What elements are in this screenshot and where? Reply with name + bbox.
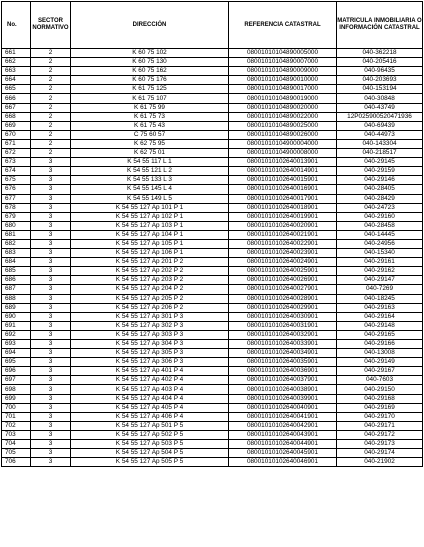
- cell-matricula: 040-30848: [337, 94, 423, 103]
- cell-direccion: K 54 55 127 Ap 303 P 3: [71, 330, 229, 339]
- cell-no: 698: [2, 385, 31, 394]
- cell-direccion: K 54 55 127 Ap 204 P 2: [71, 285, 229, 294]
- cell-direccion: K 54 55 127 Ap 101 P 1: [71, 203, 229, 212]
- header-no: No.: [2, 2, 31, 49]
- cell-no: 699: [2, 394, 31, 403]
- table-row: [2, 376, 423, 385]
- cell-sector: 2: [31, 58, 71, 67]
- cell-matricula: 040-29149: [337, 358, 423, 367]
- table-row: [2, 330, 423, 339]
- cell-matricula: 040-29169: [337, 403, 423, 412]
- cell-direccion: K 54 55 127 Ap 401 P 4: [71, 367, 229, 376]
- header-sector: SECTOR NORMATIVO: [31, 2, 71, 49]
- cell-no: 680: [2, 221, 31, 230]
- cell-matricula: 040-21902: [337, 458, 423, 467]
- table-row: [2, 185, 423, 194]
- cell-referencia: 08001010102640031901: [229, 321, 337, 330]
- cell-sector: 3: [31, 349, 71, 358]
- table-row: [2, 340, 423, 349]
- table-row: [2, 112, 423, 121]
- cell-no: 661: [2, 49, 31, 58]
- table-row: [2, 385, 423, 394]
- cell-direccion: K 54 55 127 Ap 402 P 4: [71, 376, 229, 385]
- cell-no: 702: [2, 421, 31, 430]
- cell-no: 670: [2, 130, 31, 139]
- cell-matricula: 040-29146: [337, 176, 423, 185]
- table-row: [2, 239, 423, 248]
- cell-direccion: K 54 55 117 L 1: [71, 158, 229, 167]
- cell-referencia: 08001010102640027901: [229, 285, 337, 294]
- table-row: [2, 139, 423, 148]
- cell-matricula: 040-29147: [337, 276, 423, 285]
- cell-matricula: 040-29159: [337, 167, 423, 176]
- cell-direccion: K 54 55 127 Ap 206 P 2: [71, 303, 229, 312]
- cell-no: 688: [2, 294, 31, 303]
- table-row: [2, 212, 423, 221]
- cell-no: 705: [2, 449, 31, 458]
- cell-matricula: 040-7603: [337, 376, 423, 385]
- cell-sector: 3: [31, 358, 71, 367]
- cell-referencia: 08001010102640038901: [229, 385, 337, 394]
- cell-direccion: K 54 55 127 Ap 201 P 2: [71, 258, 229, 267]
- cell-no: 704: [2, 440, 31, 449]
- cell-matricula: 040-203693: [337, 76, 423, 85]
- cell-referencia: 08001010102640028901: [229, 294, 337, 303]
- cell-referencia: 08001010102640036901: [229, 367, 337, 376]
- cell-sector: 2: [31, 67, 71, 76]
- cell-referencia: 08001010104900008000: [229, 149, 337, 158]
- cell-sector: 3: [31, 167, 71, 176]
- table-row: [2, 58, 423, 67]
- cell-referencia: 08001010102640013901: [229, 158, 337, 167]
- cell-matricula: 040-29164: [337, 312, 423, 321]
- cell-no: 696: [2, 367, 31, 376]
- cell-referencia: 08001010102640015901: [229, 176, 337, 185]
- cell-matricula: 040-13008: [337, 349, 423, 358]
- cell-referencia: 08001010102640023901: [229, 249, 337, 258]
- cell-direccion: K 54 55 127 Ap 105 P 1: [71, 239, 229, 248]
- cell-no: 697: [2, 376, 31, 385]
- cell-matricula: 040-153194: [337, 85, 423, 94]
- cell-no: 673: [2, 158, 31, 167]
- cell-matricula: 040-15340: [337, 249, 423, 258]
- cell-sector: 3: [31, 194, 71, 203]
- cell-no: 684: [2, 258, 31, 267]
- cell-no: 681: [2, 230, 31, 239]
- table-row: [2, 130, 423, 139]
- table-row: [2, 367, 423, 376]
- table-row: [2, 458, 423, 467]
- table-body: [2, 49, 423, 467]
- cell-sector: 3: [31, 249, 71, 258]
- cell-direccion: K 61 75 107: [71, 94, 229, 103]
- cell-referencia: 08001010104890007000: [229, 58, 337, 67]
- cell-direccion: K 54 55 127 Ap 306 P 3: [71, 358, 229, 367]
- cell-matricula: 12P025900520471936: [337, 112, 423, 121]
- cell-no: 668: [2, 112, 31, 121]
- cell-matricula: 040-24723: [337, 203, 423, 212]
- cell-no: 701: [2, 412, 31, 421]
- table-row: [2, 258, 423, 267]
- cell-no: 694: [2, 349, 31, 358]
- cell-sector: 3: [31, 294, 71, 303]
- cell-no: 695: [2, 358, 31, 367]
- cell-sector: 3: [31, 321, 71, 330]
- cell-direccion: K 60 75 102: [71, 49, 229, 58]
- cell-no: 665: [2, 85, 31, 94]
- table-row: [2, 276, 423, 285]
- table-row: [2, 303, 423, 312]
- cell-matricula: 040-205416: [337, 58, 423, 67]
- cell-matricula: 040-29167: [337, 367, 423, 376]
- cell-sector: 3: [31, 239, 71, 248]
- table-row: [2, 203, 423, 212]
- cell-direccion: K 62 75 95: [71, 139, 229, 148]
- cell-no: 703: [2, 430, 31, 439]
- cell-referencia: 08001010102640046901: [229, 458, 337, 467]
- cell-direccion: K 61 75 99: [71, 103, 229, 112]
- cell-direccion: K 54 55 127 Ap 106 P 1: [71, 249, 229, 258]
- cell-direccion: K 60 75 130: [71, 58, 229, 67]
- cell-sector: 3: [31, 403, 71, 412]
- cell-sector: 3: [31, 258, 71, 267]
- cell-direccion: K 54 55 127 Ap 203 P 2: [71, 276, 229, 285]
- cell-referencia: 08001010102640042901: [229, 421, 337, 430]
- cell-referencia: 08001010102640040901: [229, 403, 337, 412]
- cell-direccion: K 54 55 127 Ap 403 P 4: [71, 385, 229, 394]
- cell-sector: 3: [31, 221, 71, 230]
- table-row: [2, 230, 423, 239]
- cell-sector: 3: [31, 230, 71, 239]
- header-direccion: DIRECCIÓN: [71, 2, 229, 49]
- cell-referencia: 08001010102640037901: [229, 376, 337, 385]
- cell-sector: 2: [31, 103, 71, 112]
- table-row: [2, 85, 423, 94]
- cell-referencia: 08001010102640044901: [229, 440, 337, 449]
- cell-sector: 3: [31, 176, 71, 185]
- table-row: [2, 249, 423, 258]
- cell-referencia: 08001010102640045901: [229, 449, 337, 458]
- cell-referencia: 08001010104890025000: [229, 121, 337, 130]
- cell-matricula: 040-18245: [337, 294, 423, 303]
- cell-sector: 2: [31, 94, 71, 103]
- cell-no: 682: [2, 239, 31, 248]
- cell-sector: 3: [31, 385, 71, 394]
- cell-direccion: K 54 55 127 Ap 305 P 3: [71, 349, 229, 358]
- cell-direccion: K 54 55 127 Ap 505 P 5: [71, 458, 229, 467]
- table-row: [2, 449, 423, 458]
- cell-matricula: 040-29170: [337, 412, 423, 421]
- table-row: [2, 440, 423, 449]
- cell-sector: 3: [31, 430, 71, 439]
- cell-referencia: 08001010102640030901: [229, 312, 337, 321]
- table-row: [2, 312, 423, 321]
- cell-sector: 3: [31, 394, 71, 403]
- cell-matricula: 040-29145: [337, 158, 423, 167]
- cell-no: 669: [2, 121, 31, 130]
- cell-matricula: 040-24956: [337, 239, 423, 248]
- cell-referencia: 08001010102640041901: [229, 412, 337, 421]
- cell-no: 692: [2, 330, 31, 339]
- cell-matricula: 040-143304: [337, 139, 423, 148]
- cell-no: 676: [2, 185, 31, 194]
- cell-no: 677: [2, 194, 31, 203]
- table-row: [2, 121, 423, 130]
- cell-referencia: 08001010102640022901: [229, 239, 337, 248]
- cell-referencia: 08001010102640017901: [229, 194, 337, 203]
- cell-referencia: 08001010104890026000: [229, 130, 337, 139]
- cell-sector: 2: [31, 139, 71, 148]
- table-row: [2, 349, 423, 358]
- table-row: [2, 285, 423, 294]
- cell-sector: 3: [31, 185, 71, 194]
- cell-matricula: 040-29148: [337, 321, 423, 330]
- cell-matricula: 040-29173: [337, 440, 423, 449]
- cell-direccion: K 54 55 127 Ap 501 P 5: [71, 421, 229, 430]
- cell-sector: 2: [31, 121, 71, 130]
- cell-no: 671: [2, 139, 31, 148]
- cell-sector: 3: [31, 367, 71, 376]
- cell-no: 693: [2, 340, 31, 349]
- cell-sector: 2: [31, 76, 71, 85]
- cell-direccion: K 54 55 127 Ap 406 P 4: [71, 412, 229, 421]
- cell-referencia: 08001010104890017000: [229, 85, 337, 94]
- cell-direccion: K 54 55 133 L 3: [71, 176, 229, 185]
- cell-matricula: 040-44973: [337, 130, 423, 139]
- cell-direccion: K 54 55 127 Ap 503 P 5: [71, 440, 229, 449]
- cell-direccion: K 54 55 121 L 2: [71, 167, 229, 176]
- table-row: [2, 321, 423, 330]
- cell-direccion: K 54 55 127 Ap 301 P 3: [71, 312, 229, 321]
- cell-referencia: 08001010104890005000: [229, 49, 337, 58]
- cell-referencia: 08001010102640043901: [229, 430, 337, 439]
- table-row: [2, 76, 423, 85]
- cell-direccion: K 61 75 125: [71, 85, 229, 94]
- table-row: [2, 94, 423, 103]
- cell-direccion: K 54 55 127 Ap 304 P 3: [71, 340, 229, 349]
- cell-matricula: 040-14445: [337, 230, 423, 239]
- cell-referencia: 08001010102640034901: [229, 349, 337, 358]
- cell-matricula: 040-29165: [337, 330, 423, 339]
- table-row: [2, 267, 423, 276]
- cell-direccion: K 54 55 127 Ap 404 P 4: [71, 394, 229, 403]
- document-page: [1, 1, 423, 467]
- cell-no: 667: [2, 103, 31, 112]
- cell-matricula: 040-29161: [337, 258, 423, 267]
- cell-matricula: 040-43749: [337, 103, 423, 112]
- cell-no: 687: [2, 285, 31, 294]
- cell-no: 700: [2, 403, 31, 412]
- cell-referencia: 08001010102640035901: [229, 358, 337, 367]
- cell-referencia: 08001010104890009000: [229, 67, 337, 76]
- cell-no: 662: [2, 58, 31, 67]
- cell-direccion: K 54 55 127 Ap 202 P 2: [71, 267, 229, 276]
- cell-sector: 2: [31, 49, 71, 58]
- cell-sector: 3: [31, 330, 71, 339]
- cell-referencia: 08001010102640032901: [229, 330, 337, 339]
- cell-direccion: K 61 75 43: [71, 121, 229, 130]
- cell-direccion: K 54 55 127 Ap 205 P 2: [71, 294, 229, 303]
- cell-referencia: 08001010102640033901: [229, 340, 337, 349]
- cell-sector: 3: [31, 449, 71, 458]
- cell-sector: 3: [31, 376, 71, 385]
- cell-matricula: 040-362218: [337, 49, 423, 58]
- table-row: [2, 294, 423, 303]
- cell-no: 663: [2, 67, 31, 76]
- table-row: [2, 194, 423, 203]
- table-row: [2, 167, 423, 176]
- cell-direccion: K 60 75 162: [71, 67, 229, 76]
- cell-direccion: K 54 55 149 L 5: [71, 194, 229, 203]
- cell-matricula: 040-96435: [337, 67, 423, 76]
- table-row: [2, 394, 423, 403]
- cell-matricula: 040-69439: [337, 121, 423, 130]
- cell-no: 706: [2, 458, 31, 467]
- cell-no: 672: [2, 149, 31, 158]
- cell-direccion: K 54 55 127 Ap 302 P 3: [71, 321, 229, 330]
- cell-sector: 3: [31, 203, 71, 212]
- cell-sector: 2: [31, 130, 71, 139]
- cell-no: 690: [2, 312, 31, 321]
- table-row: [2, 412, 423, 421]
- cell-matricula: 040-28458: [337, 221, 423, 230]
- cell-referencia: 08001010104890019000: [229, 94, 337, 103]
- cell-referencia: 08001010104900004000: [229, 139, 337, 148]
- cell-direccion: K 54 55 127 Ap 502 P 5: [71, 430, 229, 439]
- cell-referencia: 08001010102640018901: [229, 203, 337, 212]
- cell-matricula: 040-29174: [337, 449, 423, 458]
- cell-no: 666: [2, 94, 31, 103]
- cell-matricula: 040-7269: [337, 285, 423, 294]
- cell-direccion: K 54 55 127 Ap 405 P 4: [71, 403, 229, 412]
- cell-sector: 2: [31, 85, 71, 94]
- cell-sector: 3: [31, 285, 71, 294]
- cell-sector: 3: [31, 267, 71, 276]
- cell-no: 675: [2, 176, 31, 185]
- cell-no: 679: [2, 212, 31, 221]
- cell-sector: 3: [31, 340, 71, 349]
- cell-referencia: 08001010102640014901: [229, 167, 337, 176]
- table-row: [2, 430, 423, 439]
- cell-no: 678: [2, 203, 31, 212]
- cell-referencia: 08001010104890022000: [229, 112, 337, 121]
- cell-sector: 3: [31, 412, 71, 421]
- cell-no: 691: [2, 321, 31, 330]
- cell-direccion: K 54 55 127 Ap 103 P 1: [71, 221, 229, 230]
- table-row: [2, 176, 423, 185]
- cell-matricula: 040-29162: [337, 267, 423, 276]
- table-row: [2, 158, 423, 167]
- cell-matricula: 040-29171: [337, 421, 423, 430]
- cell-sector: 3: [31, 212, 71, 221]
- cell-referencia: 08001010102640016901: [229, 185, 337, 194]
- table-row: [2, 67, 423, 76]
- cadastral-table: [1, 1, 423, 467]
- cell-direccion: C 75 60 57: [71, 130, 229, 139]
- cell-referencia: 08001010102640039901: [229, 394, 337, 403]
- cell-matricula: 040-218517: [337, 149, 423, 158]
- cell-referencia: 08001010102640026901: [229, 276, 337, 285]
- cell-referencia: 08001010102640021901: [229, 230, 337, 239]
- cell-sector: 3: [31, 303, 71, 312]
- cell-matricula: 040-29166: [337, 340, 423, 349]
- cell-sector: 3: [31, 458, 71, 467]
- cell-direccion: K 54 55 127 Ap 504 P 5: [71, 449, 229, 458]
- cell-referencia: 08001010102640029901: [229, 303, 337, 312]
- cell-matricula: 040-29163: [337, 303, 423, 312]
- header-referencia: REFERENCIA CATASTRAL: [229, 2, 337, 49]
- cell-matricula: 040-28405: [337, 185, 423, 194]
- cell-sector: 3: [31, 440, 71, 449]
- cell-referencia: 08001010104890020000: [229, 103, 337, 112]
- cell-referencia: 08001010102640020901: [229, 221, 337, 230]
- cell-direccion: K 54 55 127 Ap 104 P 1: [71, 230, 229, 239]
- cell-direccion: K 60 75 176: [71, 76, 229, 85]
- cell-referencia: 08001010102640024901: [229, 258, 337, 267]
- header-row: [2, 2, 423, 49]
- cell-no: 686: [2, 276, 31, 285]
- table-row: [2, 49, 423, 58]
- cell-sector: 3: [31, 158, 71, 167]
- cell-no: 689: [2, 303, 31, 312]
- table-row: [2, 358, 423, 367]
- cell-direccion: K 54 55 127 Ap 102 P 1: [71, 212, 229, 221]
- cell-matricula: 040-29150: [337, 385, 423, 394]
- cell-sector: 3: [31, 421, 71, 430]
- table-row: [2, 221, 423, 230]
- table-row: [2, 103, 423, 112]
- table-row: [2, 149, 423, 158]
- cell-referencia: 08001010102640019901: [229, 212, 337, 221]
- cell-direccion: K 61 75 73: [71, 112, 229, 121]
- cell-no: 674: [2, 167, 31, 176]
- cell-direccion: K 54 55 145 L 4: [71, 185, 229, 194]
- cell-matricula: 040-29160: [337, 212, 423, 221]
- cell-no: 664: [2, 76, 31, 85]
- cell-direccion: K 62 75 01: [71, 149, 229, 158]
- cell-sector: 2: [31, 149, 71, 158]
- cell-sector: 3: [31, 312, 71, 321]
- cell-matricula: 040-28429: [337, 194, 423, 203]
- cell-sector: 3: [31, 276, 71, 285]
- cell-referencia: 08001010104890010000: [229, 76, 337, 85]
- cell-sector: 2: [31, 112, 71, 121]
- cell-matricula: 040-29168: [337, 394, 423, 403]
- cell-no: 683: [2, 249, 31, 258]
- cell-matricula: 040-29172: [337, 430, 423, 439]
- cell-no: 685: [2, 267, 31, 276]
- cell-referencia: 08001010102640025901: [229, 267, 337, 276]
- table-row: [2, 403, 423, 412]
- table-row: [2, 421, 423, 430]
- header-matricula: MATRICULA INMOBILIARIA O INFORMACIÓN CATASTRAL: [337, 2, 423, 49]
